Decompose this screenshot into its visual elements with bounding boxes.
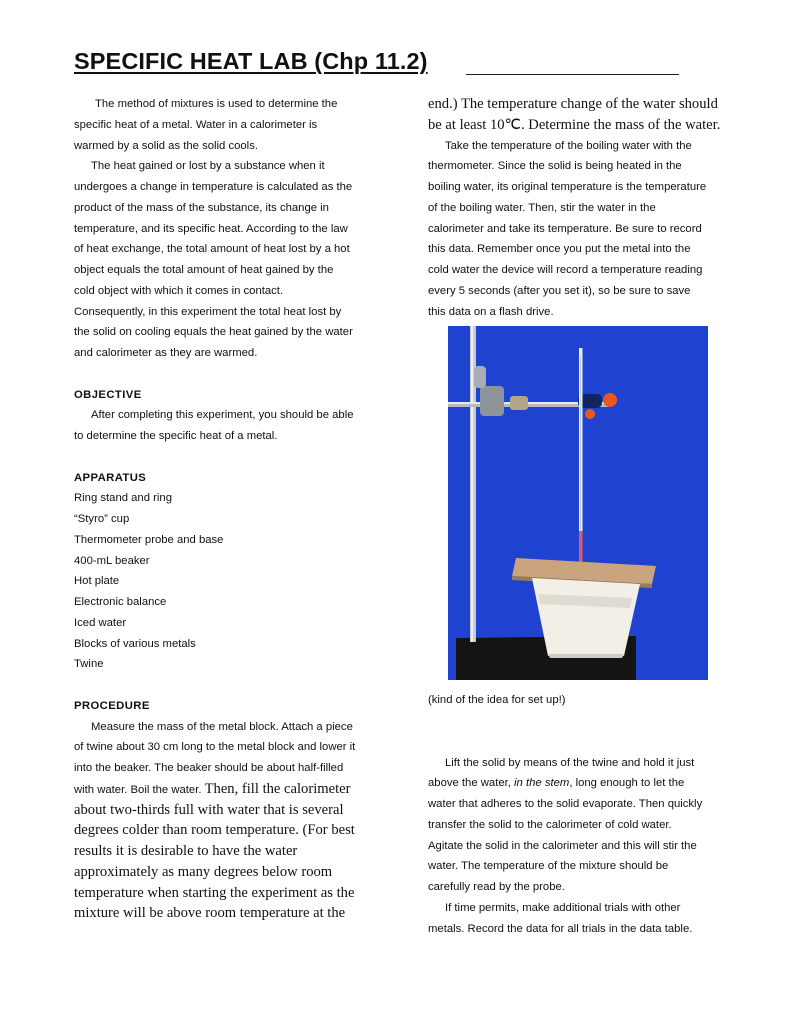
text-line: temperature when starting the experiment as the bbox=[74, 884, 355, 901]
title-underline-rule bbox=[466, 74, 679, 75]
text-line: If time permits, make additional trials with other bbox=[445, 901, 681, 914]
apparatus-list bbox=[74, 488, 396, 675]
list-item: Blocks of various metals bbox=[74, 637, 196, 650]
procedure-paragraph bbox=[74, 717, 396, 925]
styrofoam-cup bbox=[532, 578, 640, 656]
text-line: The method of mixtures is used to determine the bbox=[95, 98, 338, 110]
text-line: Take the temperature of the boiling water with the bbox=[445, 139, 692, 152]
text-line: cold object with which it comes in contact. bbox=[74, 284, 284, 297]
list-item: Twine bbox=[74, 658, 104, 671]
photo-caption: (kind of the idea for set up!) bbox=[428, 694, 566, 707]
text-line: the solid on cooling equals the heat gained by the water bbox=[74, 326, 353, 339]
clamp-boss bbox=[480, 386, 504, 416]
text-line: thermometer. Since the solid is being heated in the bbox=[428, 160, 682, 173]
text-line: carefully read by the probe. bbox=[428, 881, 565, 893]
text-line: results it is desirable to have the water bbox=[74, 843, 298, 859]
text-line: Lift the solid by means of the twine and hold it just bbox=[445, 756, 695, 769]
text-line: to determine the specific heat of a metal. bbox=[74, 430, 278, 442]
lift-paragraph bbox=[428, 753, 744, 898]
text-sans-part: with water. Boil the water. bbox=[74, 783, 205, 796]
text-line: After completing this experiment, you should be able bbox=[91, 409, 354, 422]
italic-text: in the stem bbox=[514, 777, 570, 790]
text-line: cold water the device will record a temperature reading bbox=[428, 264, 703, 276]
text-line: transfer the solid to the calorimeter of cold water. bbox=[428, 818, 672, 831]
final-paragraph bbox=[428, 898, 744, 940]
text-serif-part: Then, fill the calorimeter bbox=[204, 780, 351, 797]
text-line: boiling water, its original temperature is the temperature bbox=[428, 181, 707, 193]
text-line: end.) The temperature change of the water should bbox=[428, 96, 718, 112]
list-item: Iced water bbox=[74, 616, 127, 629]
text-line: product of the mass of the substance, its change in bbox=[74, 201, 329, 214]
left-column bbox=[74, 94, 396, 924]
text-line: be at least 10℃. Determine the mass of the water. bbox=[428, 116, 721, 133]
text-line: degrees colder than room temperature. (For best bbox=[74, 822, 355, 839]
text-line: temperature, and its specific heat. According to the law bbox=[74, 222, 348, 235]
list-item: Thermometer probe and base bbox=[74, 533, 224, 546]
text-line: mixture will be above room temperature at the bbox=[74, 905, 346, 922]
list-item: “Styro” cup bbox=[74, 513, 130, 525]
text-line: water that adheres to the solid evaporate. Then quickly bbox=[428, 798, 703, 810]
right-column bbox=[428, 94, 744, 939]
list-item: 400-mL beaker bbox=[74, 554, 150, 567]
procedure-heading: PROCEDURE bbox=[74, 699, 150, 712]
list-item: Ring stand and ring bbox=[74, 492, 172, 505]
text-part: above the water, bbox=[428, 777, 515, 790]
text-line: Consequently, in this experiment the total heat lost by bbox=[74, 305, 342, 318]
text-line: calorimeter and take its temperature. Be sure to record bbox=[428, 222, 702, 235]
text-line: of twine about 30 cm long to the metal block and lower it bbox=[74, 741, 356, 754]
text-line: about two-thirds full with water that is several bbox=[74, 801, 344, 818]
text-line bbox=[428, 773, 744, 794]
text-line: warmed by a solid as the solid cools. bbox=[74, 139, 258, 152]
text-line: this data on a flash drive. bbox=[428, 305, 554, 318]
text-line: this data. Remember once you put the metal into the bbox=[428, 243, 691, 256]
text-line: into the beaker. The beaker should be about half-filled bbox=[74, 762, 344, 774]
text-line: metals. Record the data for all trials in the data table. bbox=[428, 922, 693, 935]
list-item: Hot plate bbox=[74, 575, 120, 588]
objective-heading: OBJECTIVE bbox=[74, 388, 142, 401]
text-line: and calorimeter as they are warmed. bbox=[74, 347, 258, 359]
text-line: water. The temperature of the mixture should be bbox=[428, 860, 669, 873]
intro-paragraph bbox=[74, 94, 396, 364]
text-line: The heat gained or lost by a substance when it bbox=[91, 160, 325, 173]
text-line: undergoes a change in temperature is calculated as the bbox=[74, 181, 353, 193]
text-line bbox=[74, 779, 396, 800]
text-line: every 5 seconds (after you set it), so be sure to save bbox=[428, 284, 691, 297]
text-line: Agitate the solid in the calorimeter and this will stir the bbox=[428, 839, 697, 852]
boiling-water-paragraph bbox=[428, 136, 744, 323]
text-line: approximately as many degrees below room bbox=[74, 863, 333, 880]
list-item: Electronic balance bbox=[74, 596, 167, 608]
text-part: , long enough to let the bbox=[569, 777, 685, 790]
apparatus-heading: APPARATUS bbox=[74, 471, 147, 484]
text-line: specific heat of a metal. Water in a calorimeter is bbox=[74, 118, 318, 131]
calorimeter-setup-photo bbox=[448, 326, 708, 680]
clamp-knob bbox=[603, 393, 617, 407]
text-line: Measure the mass of the metal block. Attach a piece bbox=[91, 720, 353, 733]
text-line: object equals the total amount of heat gained by the bbox=[74, 264, 334, 276]
page-title: SPECIFIC HEAT LAB (Chp 11.2) bbox=[74, 48, 428, 74]
text-line: of heat exchange, the total amount of heat lost by a hot bbox=[74, 243, 350, 256]
text-line: of the boiling water. Then, stir the water in the bbox=[428, 201, 656, 214]
